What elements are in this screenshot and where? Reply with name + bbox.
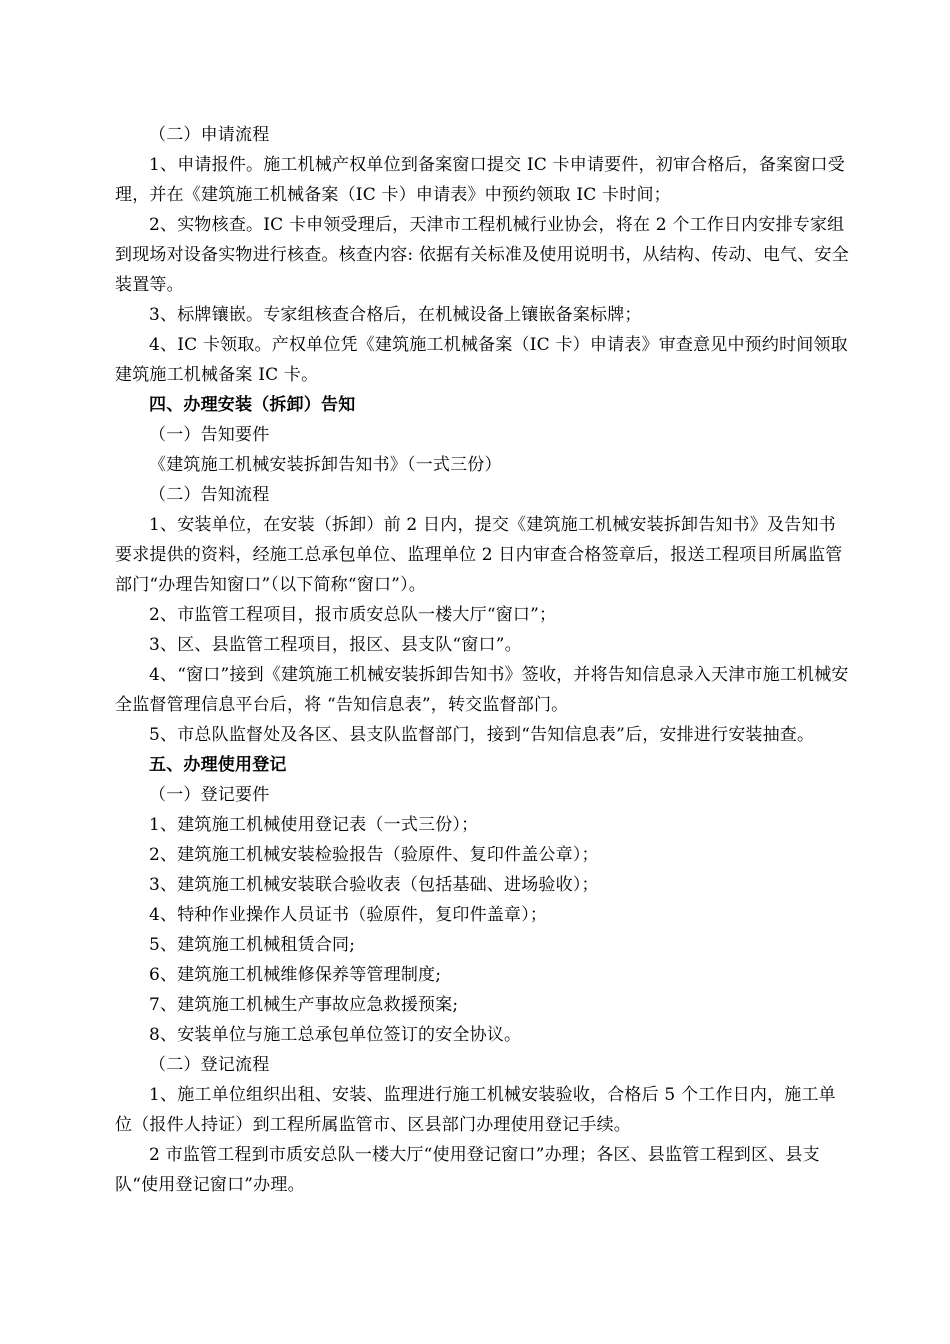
subsection-title: （二）申请流程 bbox=[149, 125, 270, 145]
paragraph: 2 市监管工程到市质安总队一楼大厅“使用登记窗口”办理；各区、县监管工程到区、县支队“使用登记窗口”办理。 bbox=[115, 1145, 820, 1195]
paragraph: 1、申请报件。施工机械产权单位到备案窗口提交 IC 卡申请要件，初审合格后，备案窗口受理，并在《建筑施工机械备案（IC 卡）申请表》中预约领取 IC 卡时间； bbox=[115, 155, 845, 205]
list-item: 5、建筑施工机械租赁合同; bbox=[149, 935, 356, 955]
list-item: 6、建筑施工机械维修保养等管理制度; bbox=[149, 965, 442, 985]
section-heading: 五、办理使用登记 bbox=[149, 755, 287, 775]
paragraph: 5、市总队监督处及各区、县支队监督部门，接到“告知信息表”后，安排进行安装抽查。 bbox=[149, 725, 815, 745]
subsection-title: （二）告知流程 bbox=[149, 485, 270, 505]
paragraph: 3、标牌镶嵌。专家组核查合格后，在机械设备上镶嵌备案标牌； bbox=[149, 305, 642, 325]
paragraph: 1、施工单位组织出租、安装、监理进行施工机械安装验收，合格后 5 个工作日内，施工单位（报件人持证）到工程所属监管市、区县部门办理使用登记手续。 bbox=[115, 1085, 836, 1135]
section-heading: 四、办理安装（拆卸）告知 bbox=[149, 395, 356, 415]
list-item: 2、建筑施工机械安装检验报告（验原件、复印件盖公章）； bbox=[149, 845, 599, 865]
list-item: 3、建筑施工机械安装联合验收表（包括基础、进场验收）； bbox=[149, 875, 599, 895]
paragraph: 4、“窗口”接到《建筑施工机械安装拆卸告知书》签收，并将告知信息录入天津市施工机械安全监督管理信息平台后，将 “告知信息表”，转交监督部门。 bbox=[115, 665, 849, 715]
list-item: 8、安装单位与施工总承包单位签订的安全协议。 bbox=[149, 1025, 522, 1045]
paragraph: 《建筑施工机械安装拆卸告知书》（一式三份） bbox=[149, 455, 502, 475]
paragraph: 2、实物核查。IC 卡申领受理后，天津市工程机械行业协会，将在 2 个工作日内安排专家组到现场对设备实物进行核查。核查内容: 依据有关标准及使用说明书，从结构、传动、电气、安全装置等。 bbox=[115, 215, 849, 295]
paragraph: 3、区、县监管工程项目，报区、县支队“窗口”。 bbox=[149, 635, 522, 655]
list-item: 7、建筑施工机械生产事故应急救援预案; bbox=[149, 995, 459, 1015]
subsection-title: （一）登记要件 bbox=[149, 785, 270, 805]
paragraph: 4、IC 卡领取。产权单位凭《建筑施工机械备案（IC 卡）申请表》审查意见中预约时间领取建筑施工机械备案 IC 卡。 bbox=[115, 335, 848, 385]
paragraph: 1、安装单位，在安装（拆卸）前 2 日内，提交《建筑施工机械安装拆卸告知书》及告知书要求提供的资料，经施工总承包单位、监理单位 2 日内审查合格签章后，报送工程项目所属监管部门“办理告知窗口”（以下简称“窗口”）。 bbox=[115, 515, 843, 595]
document-body bbox=[115, 120, 849, 1200]
list-item: 1、建筑施工机械使用登记表（一式三份）； bbox=[149, 815, 479, 835]
subsection-title: （一）告知要件 bbox=[149, 425, 270, 445]
paragraph: 2、市监管工程项目，报市质安总队一楼大厅“窗口”； bbox=[149, 605, 557, 625]
list-item: 4、特种作业操作人员证书（验原件，复印件盖章）； bbox=[149, 905, 548, 925]
subsection-title: （二）登记流程 bbox=[149, 1055, 270, 1075]
